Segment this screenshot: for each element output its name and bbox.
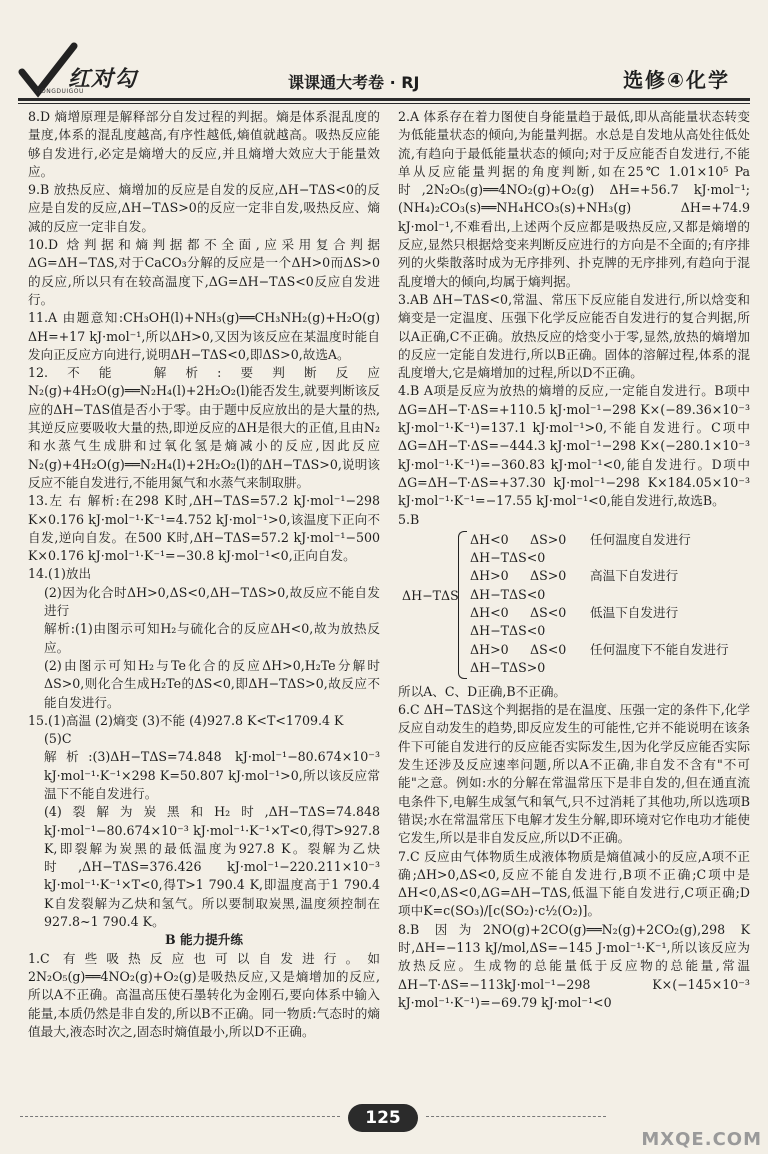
subject-title: 选修④化学 bbox=[623, 68, 730, 92]
answer-15-5: (5)C bbox=[44, 731, 72, 747]
page-header bbox=[18, 42, 750, 102]
brand-logo bbox=[18, 42, 158, 100]
row-ds: ΔS<0 bbox=[530, 641, 567, 657]
watermark bbox=[612, 1094, 762, 1150]
row-dh: ΔH−TΔS>0 bbox=[470, 659, 546, 675]
right-column bbox=[398, 108, 750, 1012]
row-dh: ΔH−TΔS<0 bbox=[470, 550, 546, 566]
answer-15-analysis-3: 解析:(3)ΔH−TΔS=74.848 kJ·mol⁻¹−80.674×10⁻³ kJ·mol⁻¹·K⁻¹×298 K=50.807 kJ·mol⁻¹>0,所以该反应常温下不能自发进行。 bbox=[44, 749, 380, 801]
left-column bbox=[28, 108, 380, 1041]
row-dh: ΔH−TΔS<0 bbox=[470, 623, 546, 639]
row-dh: ΔH>0 bbox=[470, 641, 509, 657]
answer-b-5-conclusion: 所以A、C、D正确,B不正确。 bbox=[398, 683, 567, 699]
criterion-row bbox=[470, 622, 729, 640]
answer-b-3: 3.AB ΔH−TΔS<0,常温、常压下反应能自发进行,所以焓变和熵变是一定温度、压强下化学反应能否自发进行的复合判据,所以A正确,C不正确。放热反应的焓变小于零,显然,放热的熵增加的反应一定能自发进行,所以B正确。固体的溶解过程,体系的混乱度增大,它是熵增加的过程,所以D不正确。 bbox=[398, 291, 750, 381]
criterion-label: ΔH−TΔS bbox=[402, 587, 459, 603]
footer-line-left bbox=[20, 1116, 340, 1118]
logo-subtext: HONGDUIGOU bbox=[36, 88, 84, 95]
row-result: 任何温度下不能自发进行 bbox=[590, 641, 729, 657]
row-dh: ΔH−TΔS<0 bbox=[470, 586, 546, 602]
header-rule bbox=[18, 98, 750, 101]
answer-b-2: 2.A 体系存在着力图使自身能量趋于最低,即从高能量状态转变为低能量状态的倾向,为能量判据。水总是自发地从高处往低处流,有趋向于最低能量状态的倾向;对于反应能否自发进行,不能单从反应能量判据的角度判断,如在25℃ 1.01×10⁵ Pa时,2N₂O₅(g)══4NO₂(g)+O₂(g) ΔH=+56.7 kJ·mol⁻¹;(NH₄)₂CO₃(s)══NH₄HCO₃(s)+NH₃(g) ΔH=+74.9 kJ·mol⁻¹,不难看出,上述两个反应都是吸热反应,又都是熵增的反应,显然只根据焓变来判断反应进行的方向是不全面的;有序排列的火柴散落时成为无序排列、扑克牌的无序排列,有趋向于混乱度增大的倾向,均属于熵判据。 bbox=[398, 109, 750, 289]
row-dh: ΔH<0 bbox=[470, 605, 509, 621]
answer-8: 8.D 熵增原理是解释部分自发过程的判据。熵是体系混乱度的量度,体系的混乱度越高,有序性越低,熵值就越高。吸热反应能够自发进行,必定是熵增大的反应,并且熵增大效应大于能量效应。 bbox=[28, 109, 380, 179]
answer-14-1: 14.(1)放出 bbox=[28, 566, 92, 582]
answer-11: 11.A 由题意知:CH₃OH(l)+NH₃(g)══CH₃NH₂(g)+H₂O(g) ΔH=+17 kJ·mol⁻¹,所以ΔH>0,又因为该反应在某温度时能自发向正反应方向进行,说明ΔH−TΔS<0,即ΔS>0,故选A。 bbox=[28, 310, 380, 362]
row-ds: ΔS<0 bbox=[530, 605, 567, 621]
answer-b-6: 6.C ΔH−TΔS这个判据指的是在温度、压强一定的条件下,化学反应自动发生的趋势,即反应发生的可能性,它并不能说明在该条件下可能自发进行的反应能否实际发生,因为化学反应能否实际发生还涉及反应速率问题,所以A不正确,非自发不含有"不可能"之意。例如:水的分解在常温常压下是非自发的,但在通直流电条件下,电解生成氢气和氧气,只不过消耗了其他功,所以选项B错误;水在常温常压下电解才发生分解,即环境对它作电功才能使它发生,所以是非自发反应,所以D不正确。 bbox=[398, 702, 750, 846]
row-dh: ΔH<0 bbox=[470, 531, 509, 547]
answer-14-analysis-2: (2)由图示可知H₂与Te化合的反应ΔH>0,H₂Te分解时ΔS>0,则化合生成H₂Te的ΔS<0,即ΔH−TΔS>0,故反应不能自发进行。 bbox=[44, 657, 380, 710]
criterion-row bbox=[470, 641, 729, 659]
row-result: 任何温度自发进行 bbox=[590, 531, 691, 547]
row-ds: ΔS>0 bbox=[530, 531, 567, 547]
answer-13: 13.左 右 解析:在298 K时,ΔH−TΔS=57.2 kJ·mol⁻¹−298 K×0.176 kJ·mol⁻¹·K⁻¹=4.752 kJ·mol⁻¹>0,该温度下正向不自发,逆向自发。在500 K时,ΔH−TΔS=57.2 kJ·mol⁻¹−500 K×0.176 kJ·mol⁻¹·K⁻¹=−30.8 kJ·mol⁻¹<0,正向自发。 bbox=[28, 493, 380, 564]
watermark-text: MXQE.COM bbox=[641, 1129, 762, 1150]
criterion-row bbox=[470, 567, 729, 585]
section-title: B 能力提升练 bbox=[165, 932, 243, 948]
row-result: 高温下自发进行 bbox=[590, 568, 679, 584]
answer-12: 12.不能 解析:要判断反应N₂(g)+4H₂O(g)══N₂H₄(l)+2H₂O₂(l)能否发生,就要判断该反应的ΔH−TΔS值是否小于零。由于题中反应放出的是大量的热,其逆反应要吸收大量的热,即逆反应的ΔH是很大的正值,且由N₂和水蒸气生成肼和过氧化氢是熵减小的反应,因此反应N₂(g)+4H₂O(g)══N₂H₄(l)+2H₂O₂(l)的ΔH−TΔS>0,说明该反应不能自发进行,不能用氮气和水蒸气来制取肼。 bbox=[28, 365, 380, 490]
answer-b-4: 4.B A项是反应为放热的熵增的反应,一定能自发进行。B项中ΔG=ΔH−T·ΔS=+110.5 kJ·mol⁻¹−298 K×(−89.36×10⁻³ kJ·mol⁻¹·K⁻¹)=137.1 kJ·mol⁻¹>0,不能自发进行。C项中ΔG=ΔH−T·ΔS=−444.3 kJ·mol⁻¹−298 K×(−280.1×10⁻³ kJ·mol⁻¹·K⁻¹)=−360.83 kJ·mol⁻¹<0,能自发进行。D项中ΔG=ΔH−T·ΔS=+37.30 kJ·mol⁻¹−298 K×184.05×10⁻³ kJ·mol⁻¹·K⁻¹=−17.55 kJ·mol⁻¹<0,能自发进行,故选B。 bbox=[398, 383, 750, 509]
page-number: 125 bbox=[348, 1104, 418, 1132]
criterion-row bbox=[470, 531, 729, 549]
header-rule-thin bbox=[18, 103, 750, 104]
answer-b-7: 7.C 反应由气体物质生成液体物质是熵值减小的反应,A项不正确;ΔH>0,ΔS<0,反应不能自发进行,B项不正确;C项中是ΔH<0,ΔS<0,ΔG=ΔH−TΔS,低温下能自发进行,C项正确;D项中K=c(SO₃)/[c(SO₂)·c½(O₂)]。 bbox=[398, 848, 750, 919]
footer-line-right bbox=[426, 1116, 606, 1118]
criterion-table bbox=[398, 531, 750, 681]
answer-9: 9.B 放热反应、熵增加的反应是自发的反应,ΔH−TΔS<0的反应是自发的反应,ΔH−TΔS>0的反应一定非自发,吸热反应、熵减的反应一定非自发。 bbox=[28, 182, 380, 234]
row-ds: ΔS>0 bbox=[530, 568, 567, 584]
answer-14-analysis-1: 解析:(1)由图示可知H₂与硫化合的反应ΔH<0,故为放热反应。 bbox=[44, 621, 380, 655]
answer-b-1: 1.C 有些吸热反应也可以自发进行。如2N₂O₅(g)══4NO₂(g)+O₂(g)是吸热反应,又是熵增加的反应,所以A不正确。高温高压使石墨转化为金刚石,要向体系中输入能量,本质仍然是非自发的,所以B不正确。同一物质:气态时的熵值最大,液态时次之,固态时熵值最小,所以D不正确。 bbox=[28, 950, 380, 1039]
logo-text: 红对勾 bbox=[68, 66, 138, 92]
answer-b-8: 8.B 因为2NO(g)+2CO(g)══N₂(g)+2CO₂(g),298 K时,ΔH=−113 kJ/mol,ΔS=−145 J·mol⁻¹·K⁻¹,所以该反应为放热反应。生成物的总能量低于反应物的总能量,常温ΔH−T·ΔS=−113kJ·mol⁻¹−298 K×(−145×10⁻³ kJ·mol⁻¹·K⁻¹)=−69.79 kJ·mol⁻¹<0 bbox=[398, 921, 750, 1010]
criterion-row bbox=[470, 604, 729, 622]
criterion-row bbox=[470, 586, 729, 604]
criterion-row bbox=[470, 549, 729, 567]
answer-b-5: 5.B bbox=[398, 511, 420, 527]
criterion-row bbox=[470, 659, 729, 677]
answer-15-analysis-4: (4)裂解为炭黑和H₂时,ΔH−TΔS=74.848 kJ·mol⁻¹−80.674×10⁻³ kJ·mol⁻¹·K⁻¹×T<0,得T>927.8 K,即裂解为炭黑的最低温度为927.8 K。裂解为乙炔时,ΔH−TΔS=376.426 kJ·mol⁻¹−220.211×10⁻³ kJ·mol⁻¹·K⁻¹×T<0,得T>1 790.4 K,即温度高于1 790.4 K自发裂解为乙炔和氢气。所以要制取炭黑,温度须控制在927.8~1 790.4 K。 bbox=[44, 804, 380, 930]
answer-15: 15.(1)高温 (2)熵变 (3)不能 (4)927.8 K<T<1709.4 K bbox=[28, 712, 344, 728]
row-result: 低温下自发进行 bbox=[590, 605, 679, 621]
brace bbox=[458, 531, 467, 679]
answer-10: 10.D 焓判据和熵判据都不全面,应采用复合判据ΔG=ΔH−TΔS,对于CaCO₃分解的反应是一个ΔH>0而ΔS>0的反应,所以只有在较高温度下,ΔG=ΔH−TΔS<0反应自发进行。 bbox=[28, 237, 380, 307]
header-title: 课课通大考卷 · RJ bbox=[288, 73, 420, 92]
row-dh: ΔH>0 bbox=[470, 568, 509, 584]
answer-14-2: (2)因为化合时ΔH>0,ΔS<0,ΔH−TΔS>0,故反应不能自发进行 bbox=[44, 584, 380, 619]
